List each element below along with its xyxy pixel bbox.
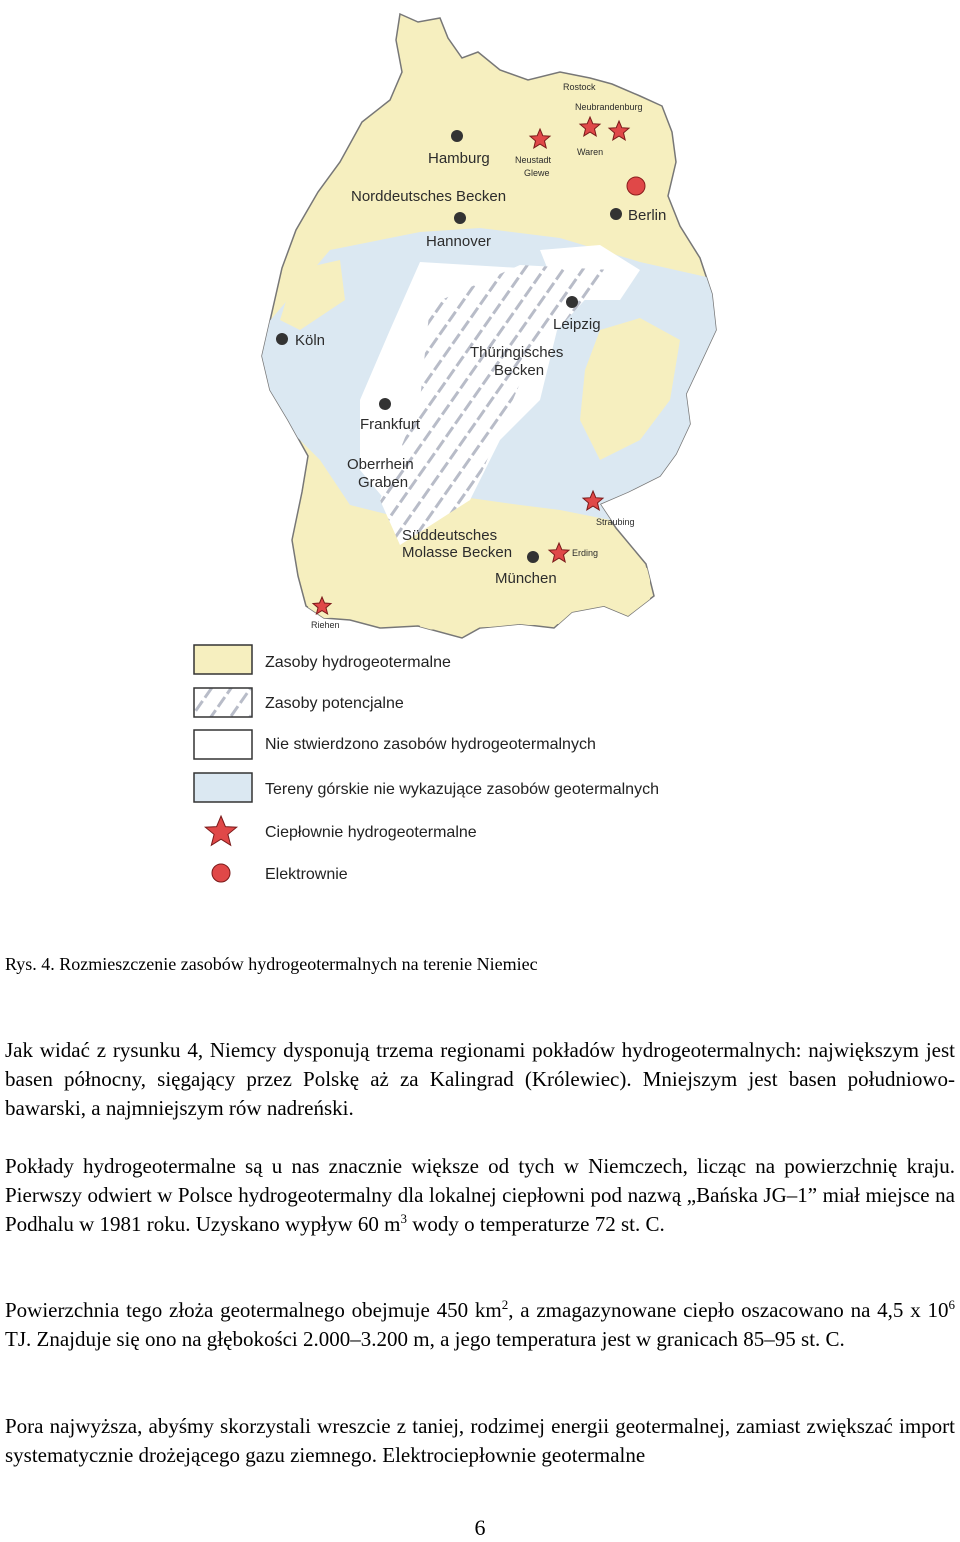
page-number: 6	[474, 1515, 486, 1540]
paragraph-3-part-b: , a zmagazynowane ciepło oszacowano na 4,5 x 10	[508, 1298, 949, 1322]
label-region-sud-2: Molasse Becken	[402, 544, 513, 561]
legend-swatch-mountains	[194, 773, 252, 802]
paragraph-2-text: Pokłady hydrogeotermalne są u nas znacznie większe od tych w Niemczech, licząc na powierzchnię kraju. Pierwszy odwiert w Polsce hydrogeotermalny dla lokalnej ciepłowni pod nazwą „Bańska JG–1” miał miejsce na Podhalu w 1981 roku. Uzyskano wypływ 60 m	[5, 1154, 955, 1236]
label-munchen: München	[495, 570, 557, 587]
paragraph-4: Pora najwyższa, abyśmy skorzystali wreszcie z taniej, rodzimej energii geotermalnej, zamiast zwiększać import systematycznie drożejącego gazu ziemnego. Elektrociepłownie geotermalne	[5, 1414, 955, 1467]
label-region-sud-1: Süddeutsches	[402, 527, 498, 544]
legend-label-none: Nie stwierdzono zasobów hydrogeotermalnych	[265, 736, 596, 753]
paragraph-3-part-c: TJ. Znajduje się ono na głębokości 2.000–3.200 m, a jego temperatura jest w granicach 85–95 st. C.	[5, 1327, 845, 1351]
legend-label-heating: Ciepłownie hydrogeotermalne	[265, 824, 477, 841]
label-straubing: Straubing	[596, 517, 635, 527]
label-waren: Waren	[577, 147, 604, 157]
city-dot-koln	[276, 333, 288, 345]
legend-label-power: Elektrownie	[265, 866, 348, 883]
label-neustadt-2: Glewe	[524, 168, 550, 178]
power-plant-marker	[627, 177, 645, 195]
paragraph-3	[5, 1296, 955, 1354]
legend-swatch-potential	[194, 688, 252, 717]
label-koln: Köln	[295, 332, 326, 349]
label-region-thur-1: Thüringisches	[470, 344, 564, 361]
label-riehen: Riehen	[311, 620, 340, 630]
paragraph-2	[5, 1152, 955, 1239]
legend-star-icon	[205, 816, 236, 845]
label-region-ober-1: Oberrhein	[347, 456, 414, 473]
city-dot-leipzig	[566, 296, 578, 308]
label-erding: Erding	[572, 548, 599, 558]
legend-label-mountains: Tereny górskie nie wykazujące zasobów geotermalnych	[265, 781, 659, 798]
label-neustadt-1: Neustadt	[515, 155, 552, 165]
city-dot-hamburg	[451, 130, 463, 142]
label-region-thur-2: Becken	[494, 362, 545, 379]
label-berlin: Berlin	[628, 207, 667, 224]
legend-swatch-hydro	[194, 645, 252, 674]
paragraph-3-part-a: Powierzchnia tego złoża geotermalnego obejmuje 450 km	[5, 1298, 502, 1322]
paragraph-2-superscript: 3	[400, 1211, 407, 1226]
city-dot-frankfurt	[379, 398, 391, 410]
paragraph-2-end: wody o temperaturze 72 st. C.	[406, 1212, 665, 1236]
legend-swatch-none	[194, 730, 252, 759]
legend-circle-icon	[212, 864, 230, 882]
label-hamburg: Hamburg	[428, 150, 490, 167]
label-hannover: Hannover	[426, 233, 492, 250]
label-neubrandenburg: Neubrandenburg	[575, 102, 643, 112]
label-rostock: Rostock	[563, 82, 596, 92]
figure-caption: Rys. 4. Rozmieszczenie zasobów hydrogeotermalnych na terenie Niemiec	[5, 954, 538, 974]
label-region-nord: Norddeutsches Becken	[351, 188, 507, 205]
label-frankfurt: Frankfurt	[360, 416, 421, 433]
paragraph-3-superscript-1: 2	[501, 1297, 509, 1312]
label-region-ober-2: Graben	[358, 474, 409, 491]
label-leipzig: Leipzig	[553, 316, 601, 333]
legend-label-potential: Zasoby potencjalne	[265, 695, 404, 712]
paragraph-1: Jak widać z rysunku 4, Niemcy dysponują trzema regionami pokładów hydrogeotermalnych: największym jest basen północny, sięgający przez Polskę aż za Kalingrad (Królewiec). Mniejszym jest basen południowo-bawarski, a najmniejszym rów nadreński.	[5, 1038, 955, 1120]
city-dot-berlin	[610, 208, 622, 220]
city-dot-hannover	[454, 212, 466, 224]
legend-label-hydro: Zasoby hydrogeotermalne	[265, 654, 451, 671]
map-legend	[194, 645, 659, 883]
city-dot-munchen	[527, 551, 539, 563]
paragraph-3-superscript-2: 6	[948, 1297, 955, 1312]
